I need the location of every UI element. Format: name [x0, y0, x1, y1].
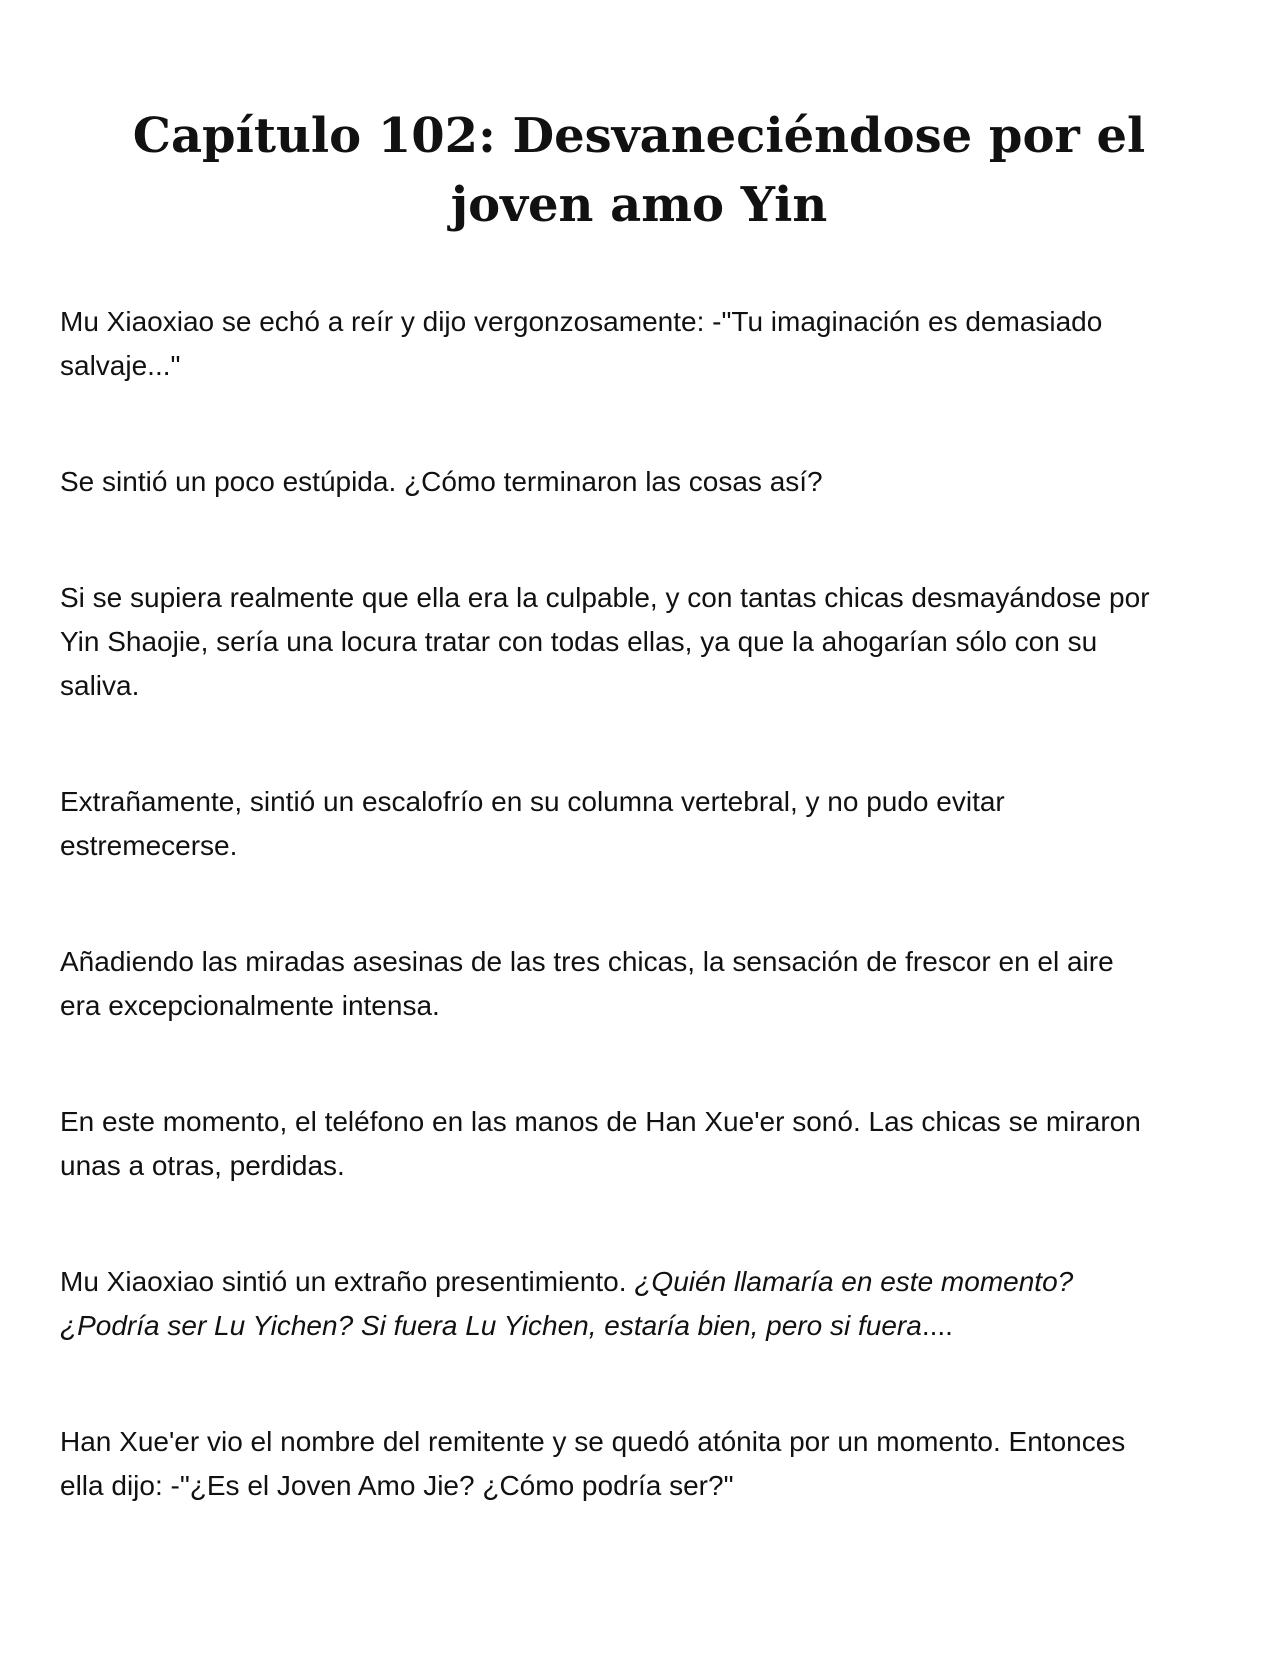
paragraph-7-italic-thought: ¿Quién llamaría en este momento? ¿Podría ser Lu Yichen? Si fuera Lu Yichen, estaría bien, pero si fuera [60, 1266, 1074, 1341]
paragraph-8: Han Xue'er vio el nombre del remitente y se quedó atónita por un momento. Entonces ella dijo: -"¿Es el Joven Amo Jie? ¿Cómo podría ser?" [60, 1426, 1126, 1501]
paragraph-7-ellipsis: .... [921, 1310, 953, 1341]
paragraph-7-text: Mu Xiaoxiao sintió un extraño presentimiento. [60, 1266, 635, 1297]
paragraph-1: Mu Xiaoxiao se echó a reír y dijo vergonzosamente: -"Tu imaginación es demasiado salvaje..." [60, 306, 1103, 381]
paragraph-7 [60, 1260, 1154, 1348]
paragraph-5: Añadiendo las miradas asesinas de las tres chicas, la sensación de frescor en el aire era excepcionalmente intensa. [60, 946, 1114, 1021]
paragraph-3: Si se supiera realmente que ella era la culpable, y con tantas chicas desmayándose por Yin Shaojie, sería una locura tratar con todas ellas, ya que la ahogarían sólo con su saliva. [60, 582, 1150, 701]
paragraph-4: Extrañamente, sintió un escalofrío en su columna vertebral, y no pudo evitar estremecerse. [60, 786, 1005, 861]
chapter-body [60, 300, 1154, 1508]
paragraph-2: Se sintió un poco estúpida. ¿Cómo terminaron las cosas así? [60, 466, 823, 497]
paragraph-6: En este momento, el teléfono en las manos de Han Xue'er sonó. Las chicas se miraron unas a otras, perdidas. [60, 1106, 1141, 1181]
chapter-title: Capítulo 102: Desvaneciéndose por el joven amo Yin [132, 108, 1146, 233]
